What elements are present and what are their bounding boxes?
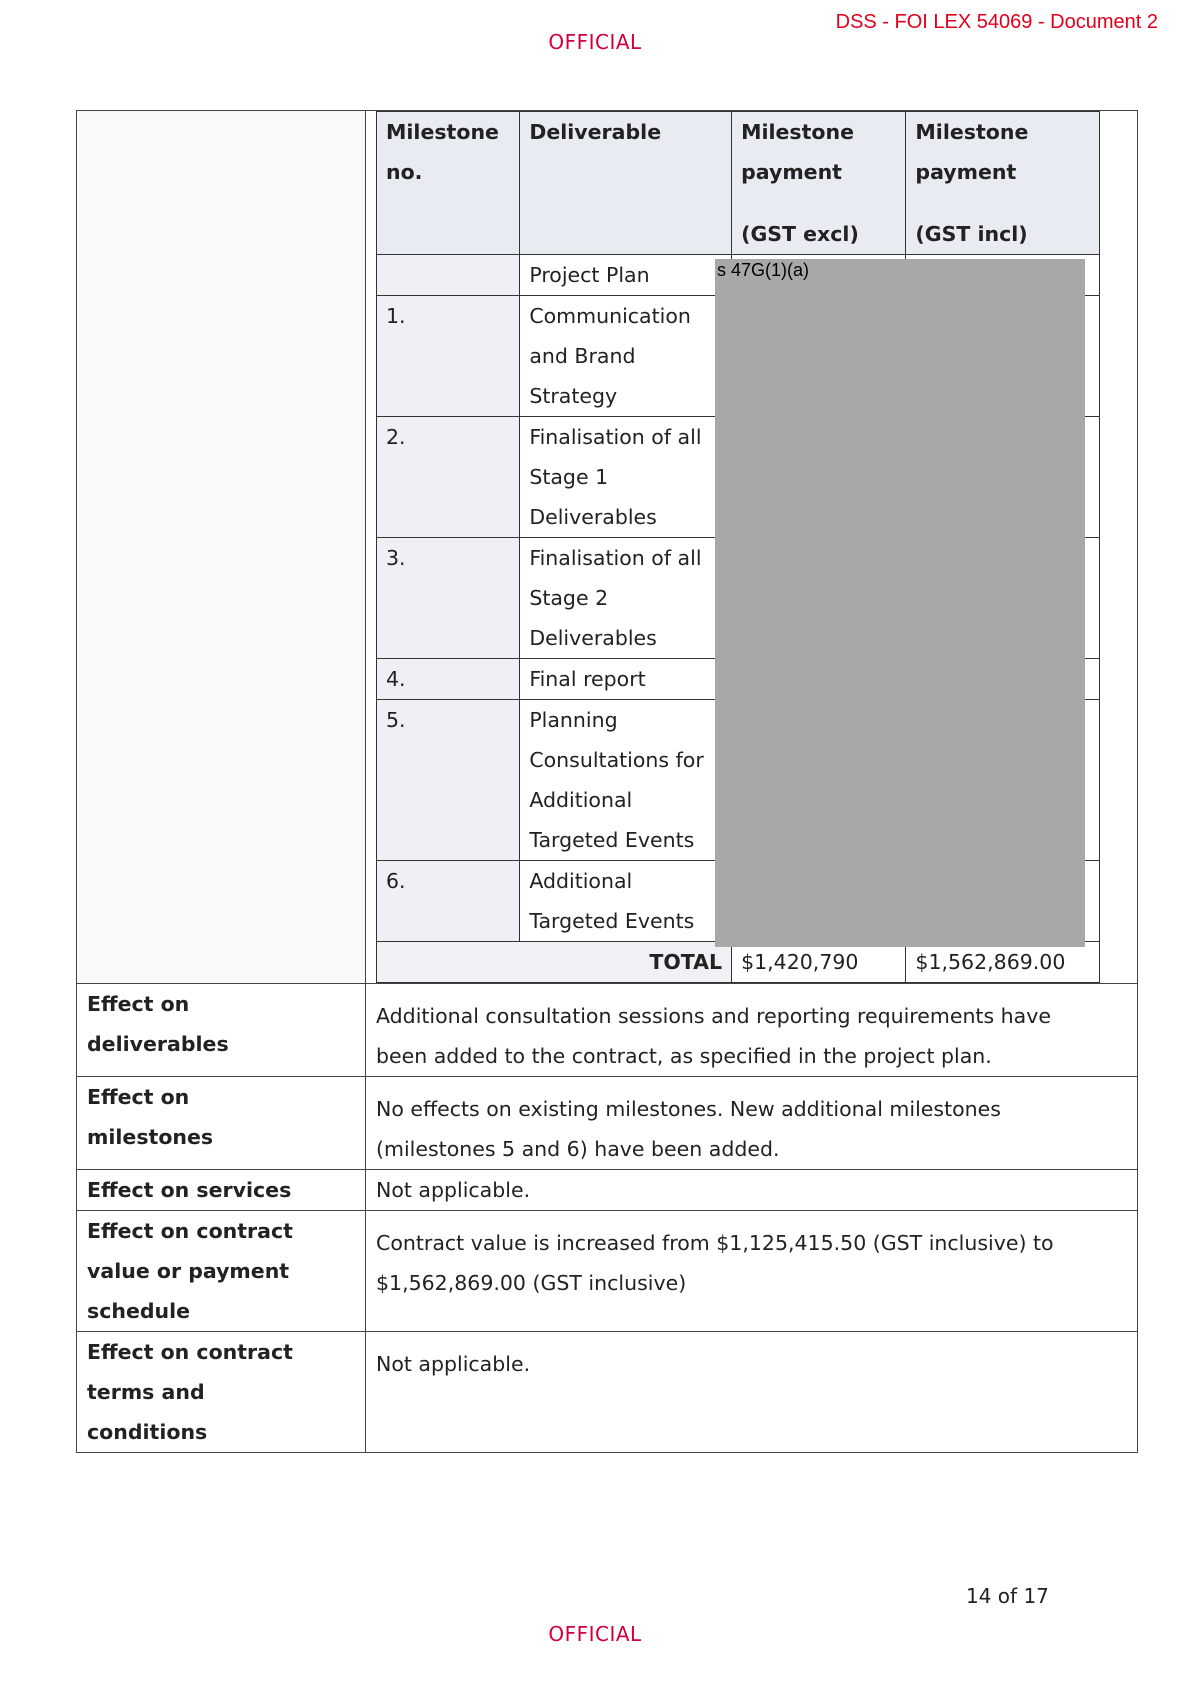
deliverable bbox=[520, 659, 732, 700]
page-number: 14 of 17 bbox=[966, 1584, 1049, 1608]
deliverable-line: and Brand bbox=[529, 344, 636, 368]
total-incl: $1,562,869.00 bbox=[906, 942, 1100, 983]
effect-label-line: conditions bbox=[87, 1420, 208, 1444]
effect-label bbox=[77, 1170, 366, 1211]
deliverable bbox=[520, 255, 732, 296]
header-text: Milestone bbox=[386, 120, 499, 144]
header-text: no. bbox=[386, 160, 423, 184]
header-payment-incl bbox=[906, 112, 1100, 255]
footer-classification: OFFICIAL bbox=[548, 1622, 642, 1646]
effect-value-line: Not applicable. bbox=[376, 1352, 531, 1376]
deliverable bbox=[520, 296, 732, 417]
header-text: Deliverable bbox=[529, 120, 662, 144]
effect-value-line: $1,562,869.00 (GST inclusive) bbox=[376, 1271, 687, 1295]
milestone-no bbox=[377, 255, 520, 296]
deliverable-line: Stage 2 bbox=[529, 586, 609, 610]
deliverable-line: Finalisation of all bbox=[529, 425, 702, 449]
effect-label-line: Effect on bbox=[87, 992, 190, 1016]
effect-label bbox=[77, 1211, 366, 1332]
header-payment-excl bbox=[732, 112, 906, 255]
redaction-block bbox=[715, 259, 1085, 947]
deliverable-line: Stage 1 bbox=[529, 465, 609, 489]
effect-value-line: Not applicable. bbox=[376, 1178, 531, 1202]
effect-value bbox=[366, 1332, 1138, 1453]
deliverable-line: Additional bbox=[529, 869, 633, 893]
deliverable-line: Additional bbox=[529, 788, 633, 812]
deliverable bbox=[520, 538, 732, 659]
foi-stamp: DSS - FOI LEX 54069 - Document 2 bbox=[835, 11, 1158, 33]
header-text: Milestone bbox=[915, 120, 1029, 144]
header-deliverable bbox=[520, 112, 732, 255]
effect-row-contract-value bbox=[77, 1211, 1138, 1332]
deliverable-line: Finalisation of all bbox=[529, 546, 702, 570]
header-text: payment bbox=[915, 160, 1017, 184]
effect-value-line: (milestones 5 and 6) have been added. bbox=[376, 1137, 780, 1161]
total-excl: $1,420,790 bbox=[732, 942, 906, 983]
effect-value-line: been added to the contract, as specified in the project plan. bbox=[376, 1044, 992, 1068]
effect-value-line: Additional consultation sessions and reporting requirements have bbox=[376, 1004, 1051, 1028]
effect-value bbox=[366, 1077, 1138, 1170]
header-text: (GST incl) bbox=[915, 222, 1028, 246]
milestone-no: 6. bbox=[377, 861, 520, 942]
deliverable-line: Strategy bbox=[529, 384, 618, 408]
effect-value bbox=[366, 1211, 1138, 1332]
effect-label-line: Effect on bbox=[87, 1085, 190, 1109]
deliverable-line: Deliverables bbox=[529, 505, 657, 529]
effect-label bbox=[77, 1332, 366, 1453]
deliverable-line: Final report bbox=[529, 667, 646, 691]
deliverable bbox=[520, 861, 732, 942]
deliverable-line: Communication bbox=[529, 304, 691, 328]
effect-label-line: Effect on services bbox=[87, 1178, 292, 1202]
deliverable-line: Deliverables bbox=[529, 626, 657, 650]
milestone-no: 5. bbox=[377, 700, 520, 861]
effect-value bbox=[366, 1170, 1138, 1211]
header-text: Milestone bbox=[741, 120, 855, 144]
effect-value bbox=[366, 984, 1138, 1077]
header-text: payment bbox=[741, 160, 842, 184]
effect-label-line: terms and bbox=[87, 1380, 205, 1404]
effect-row-milestones bbox=[77, 1077, 1138, 1170]
deliverable-line: Targeted Events bbox=[529, 828, 695, 852]
effect-label bbox=[77, 984, 366, 1077]
deliverable bbox=[520, 417, 732, 538]
effect-label-line: schedule bbox=[87, 1299, 191, 1323]
milestone-header-row bbox=[377, 112, 1100, 255]
effect-value-line: No effects on existing milestones. New additional milestones bbox=[376, 1097, 1001, 1121]
deliverable-line: Targeted Events bbox=[529, 909, 695, 933]
header-text: (GST excl) bbox=[741, 222, 859, 246]
effect-label-line: value or payment bbox=[87, 1259, 290, 1283]
milestone-no: 1. bbox=[377, 296, 520, 417]
effect-value-line: Contract value is increased from $1,125,415.50 (GST inclusive) to bbox=[376, 1231, 1054, 1255]
milestone-no: 3. bbox=[377, 538, 520, 659]
blank-label-cell bbox=[77, 111, 366, 984]
milestone-no: 2. bbox=[377, 417, 520, 538]
total-row bbox=[377, 942, 1100, 983]
total-label: TOTAL bbox=[377, 942, 732, 983]
effect-label bbox=[77, 1077, 366, 1170]
header-classification: OFFICIAL bbox=[548, 30, 642, 54]
effect-row-services bbox=[77, 1170, 1138, 1211]
deliverable-line: Planning bbox=[529, 708, 618, 732]
effect-label-line: Effect on contract bbox=[87, 1340, 293, 1364]
deliverable bbox=[520, 700, 732, 861]
deliverable-line: Consultations for bbox=[529, 748, 704, 772]
redaction-code: s 47G(1)(a) bbox=[717, 260, 810, 280]
effect-row-deliverables bbox=[77, 984, 1138, 1077]
effect-label-line: Effect on contract bbox=[87, 1219, 293, 1243]
deliverable-line: Project Plan bbox=[529, 263, 650, 287]
effect-label-line: deliverables bbox=[87, 1032, 229, 1056]
milestone-no: 4. bbox=[377, 659, 520, 700]
effect-label-line: milestones bbox=[87, 1125, 214, 1149]
header-milestone-no bbox=[377, 112, 520, 255]
effect-row-terms bbox=[77, 1332, 1138, 1453]
